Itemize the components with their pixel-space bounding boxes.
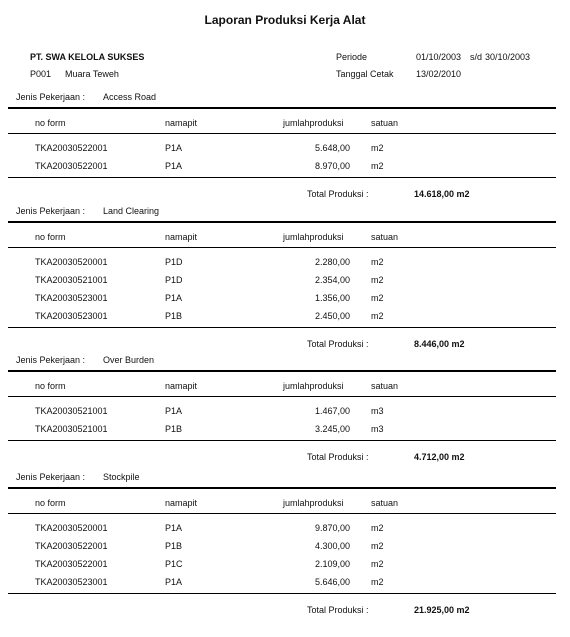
section-bottom-rule — [8, 440, 556, 441]
section-bottom-rule — [8, 327, 556, 328]
col-header-satuan: satuan — [371, 232, 399, 242]
table-row — [0, 559, 570, 573]
site-code: P001 — [30, 69, 52, 79]
jenis-section-2 — [0, 206, 570, 349]
cell-jumlahproduksi: 2.354,00 — [314, 275, 350, 285]
table-row — [0, 424, 570, 438]
jenis-label: Jenis Pekerjaan : — [16, 92, 86, 102]
cell-jumlahproduksi: 2.109,00 — [314, 559, 350, 569]
cell-jumlahproduksi: 2.450,00 — [314, 311, 350, 321]
col-header-jumlahproduksi: jumlahproduksi — [283, 118, 344, 128]
cell-satuan: m2 — [371, 311, 384, 321]
total-produksi-value: 14.618,00 m2 — [414, 189, 470, 199]
cell-namapit: P1A — [165, 293, 183, 303]
cell-no-form: TKA20030523001 — [35, 311, 108, 321]
cell-satuan: m2 — [371, 293, 384, 303]
cell-no-form: TKA20030522001 — [35, 161, 108, 171]
col-header-namapit: namapit — [165, 232, 198, 242]
periode-label: Periode — [336, 52, 368, 62]
jenis-label: Jenis Pekerjaan : — [16, 206, 86, 216]
cell-no-form: TKA20030523001 — [35, 577, 108, 587]
cell-namapit: P1B — [165, 424, 183, 434]
cell-namapit: P1B — [165, 311, 183, 321]
cell-satuan: m2 — [371, 577, 384, 587]
cell-no-form: TKA20030520001 — [35, 257, 108, 267]
cell-satuan: m2 — [371, 523, 384, 533]
jenis-name: Over Burden — [103, 355, 155, 365]
tanggal-cetak-value: 13/02/2010 — [416, 69, 462, 79]
jenis-label: Jenis Pekerjaan : — [16, 472, 86, 482]
cell-jumlahproduksi: 3.245,00 — [314, 424, 350, 434]
section-top-rule — [8, 487, 556, 489]
cell-no-form: TKA20030522001 — [35, 143, 108, 153]
cell-namapit: P1A — [165, 406, 183, 416]
cell-jumlahproduksi: 4.300,00 — [314, 541, 350, 551]
cell-namapit: P1A — [165, 161, 183, 171]
col-header-satuan: satuan — [371, 381, 399, 391]
periode-to: 30/10/2003 — [485, 52, 531, 62]
total-produksi-label: Total Produksi : — [307, 605, 369, 615]
cell-no-form: TKA20030522001 — [35, 559, 108, 569]
cell-no-form: TKA20030521001 — [35, 275, 108, 285]
col-header-satuan: satuan — [371, 498, 399, 508]
table-row — [0, 577, 570, 591]
col-header-namapit: namapit — [165, 381, 198, 391]
cell-satuan: m2 — [371, 257, 384, 267]
cell-no-form: TKA20030523001 — [35, 293, 108, 303]
cell-satuan: m2 — [371, 541, 384, 551]
cell-jumlahproduksi: 5.648,00 — [314, 143, 350, 153]
cell-jumlahproduksi: 1.467,00 — [314, 406, 350, 416]
table-row — [0, 311, 570, 325]
cell-jumlahproduksi: 5.646,00 — [314, 577, 350, 587]
cell-jumlahproduksi: 1.356,00 — [314, 293, 350, 303]
total-produksi-value: 21.925,00 m2 — [414, 605, 470, 615]
cell-namapit: P1D — [165, 257, 183, 267]
table-row — [0, 541, 570, 555]
section-bottom-rule — [8, 593, 556, 594]
cell-no-form: TKA20030520001 — [35, 523, 108, 533]
cell-namapit: P1A — [165, 143, 183, 153]
cell-satuan: m2 — [371, 143, 384, 153]
section-top-rule — [8, 221, 556, 223]
col-header-jumlahproduksi: jumlahproduksi — [283, 381, 344, 391]
header-underline — [8, 396, 556, 397]
jenis-section-1 — [0, 92, 570, 199]
cell-satuan: m2 — [371, 161, 384, 171]
header-underline — [8, 133, 556, 134]
cell-namapit: P1A — [165, 523, 183, 533]
section-bottom-rule — [8, 177, 556, 178]
jenis-section-3 — [0, 355, 570, 462]
total-produksi-label: Total Produksi : — [307, 452, 369, 462]
cell-satuan: m2 — [371, 275, 384, 285]
cell-no-form: TKA20030522001 — [35, 541, 108, 551]
total-produksi-label: Total Produksi : — [307, 189, 369, 199]
table-row — [0, 406, 570, 420]
header-underline — [8, 247, 556, 248]
report-title: Laporan Produksi Kerja Alat — [204, 13, 366, 27]
cell-satuan: m2 — [371, 559, 384, 569]
table-row — [0, 143, 570, 157]
col-header-namapit: namapit — [165, 118, 198, 128]
col-header-no-form: no form — [35, 381, 66, 391]
section-top-rule — [8, 370, 556, 372]
cell-satuan: m3 — [371, 406, 384, 416]
col-header-namapit: namapit — [165, 498, 198, 508]
table-row — [0, 161, 570, 175]
cell-namapit: P1C — [165, 559, 183, 569]
section-top-rule — [8, 107, 556, 109]
cell-namapit: P1A — [165, 577, 183, 587]
table-row — [0, 257, 570, 271]
jenis-label: Jenis Pekerjaan : — [16, 355, 86, 365]
total-produksi-value: 4.712,00 m2 — [414, 452, 465, 462]
cell-namapit: P1B — [165, 541, 183, 551]
cell-satuan: m3 — [371, 424, 384, 434]
cell-no-form: TKA20030521001 — [35, 406, 108, 416]
table-row — [0, 293, 570, 307]
periode-separator: s/d — [470, 52, 483, 62]
table-row — [0, 275, 570, 289]
col-header-no-form: no form — [35, 232, 66, 242]
cell-namapit: P1D — [165, 275, 183, 285]
total-produksi-label: Total Produksi : — [307, 339, 369, 349]
total-produksi-value: 8.446,00 m2 — [414, 339, 465, 349]
cell-jumlahproduksi: 9.870,00 — [314, 523, 350, 533]
cell-jumlahproduksi: 8.970,00 — [314, 161, 350, 171]
header-underline — [8, 513, 556, 514]
col-header-satuan: satuan — [371, 118, 399, 128]
jenis-section-4 — [0, 472, 570, 615]
site-name: Muara Teweh — [65, 69, 119, 79]
jenis-name: Access Road — [103, 92, 157, 102]
col-header-jumlahproduksi: jumlahproduksi — [283, 498, 344, 508]
jenis-name: Land Clearing — [103, 206, 160, 216]
col-header-jumlahproduksi: jumlahproduksi — [283, 232, 344, 242]
table-row — [0, 523, 570, 537]
jenis-name: Stockpile — [103, 472, 140, 482]
cell-no-form: TKA20030521001 — [35, 424, 108, 434]
col-header-no-form: no form — [35, 118, 66, 128]
periode-from: 01/10/2003 — [416, 52, 462, 62]
cell-jumlahproduksi: 2.280,00 — [314, 257, 350, 267]
col-header-no-form: no form — [35, 498, 66, 508]
company-name: PT. SWA KELOLA SUKSES — [30, 52, 145, 62]
tanggal-cetak-label: Tanggal Cetak — [336, 69, 394, 79]
